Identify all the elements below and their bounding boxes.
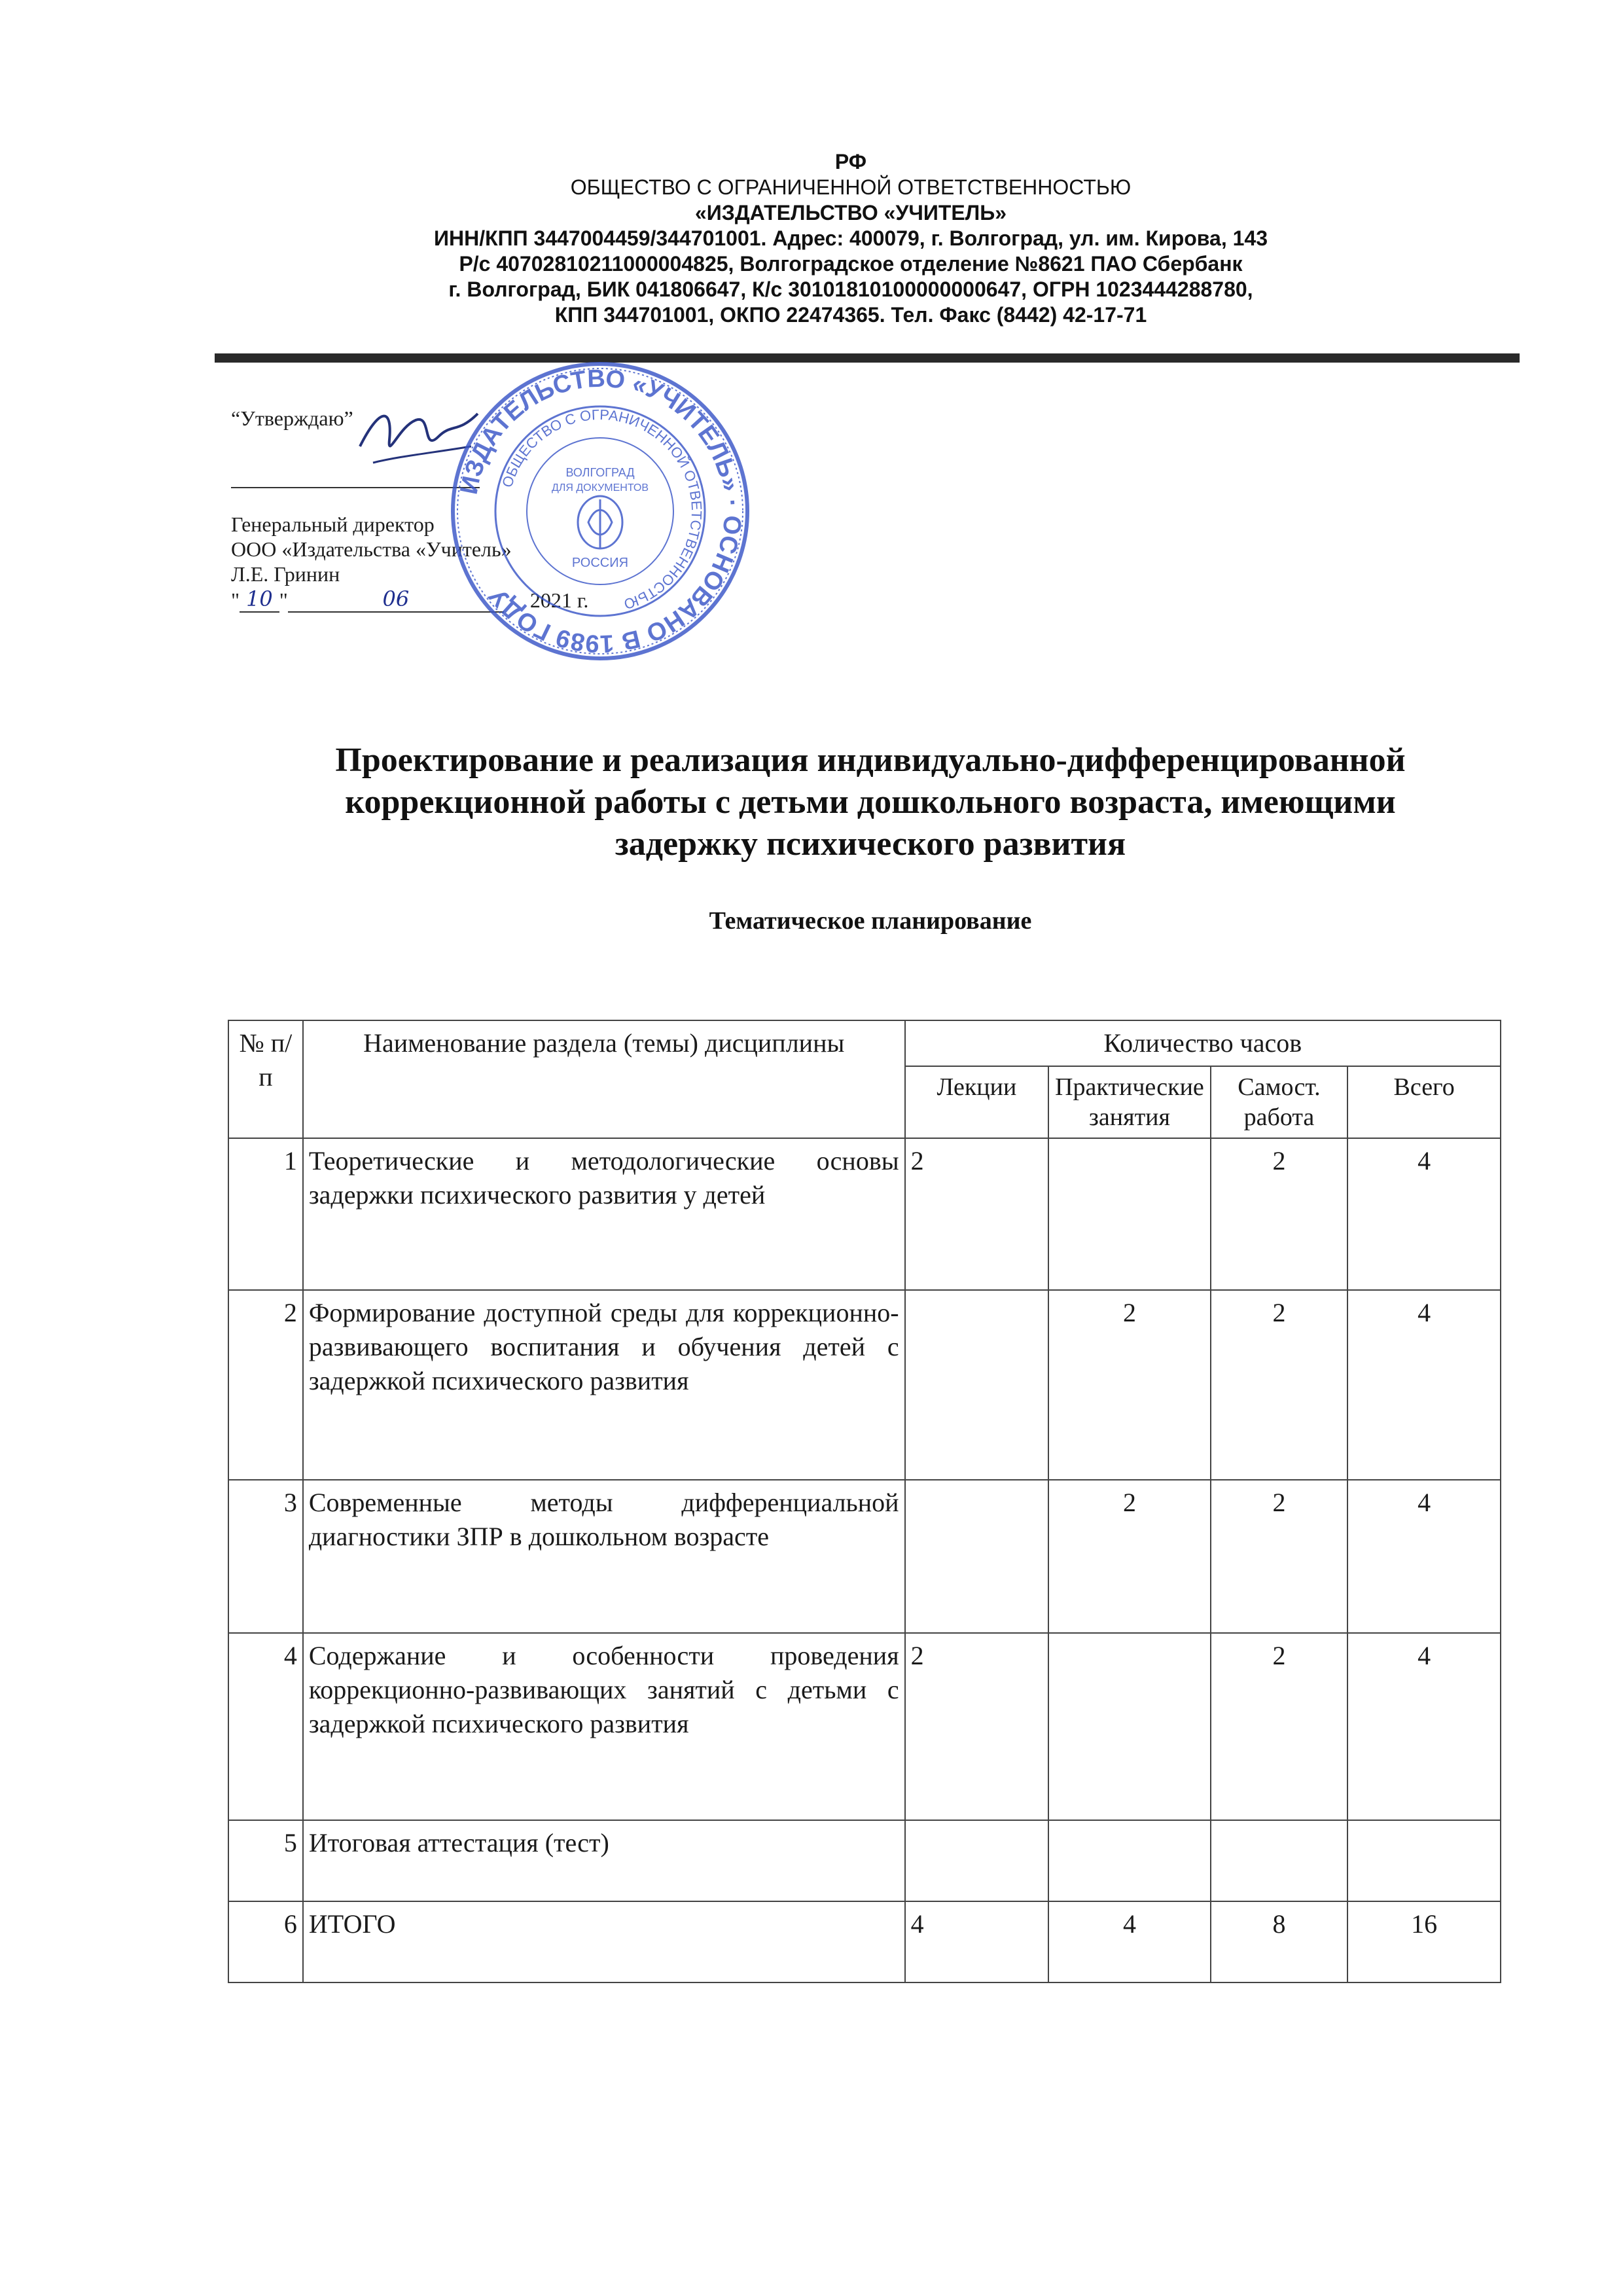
row-practice — [1048, 1138, 1210, 1290]
row-practice: 2 — [1048, 1290, 1210, 1480]
row-num: 3 — [228, 1480, 303, 1633]
letterhead — [209, 149, 1492, 328]
header-name: Наименование раздела (темы) дисциплины — [303, 1020, 905, 1138]
row-self-study — [1211, 1820, 1348, 1901]
row-total: 4 — [1347, 1480, 1501, 1633]
approval-date-day: 10 — [246, 586, 273, 611]
row-lectures: 2 — [905, 1138, 1049, 1290]
seal-inner-text: ОБЩЕСТВО С ОГРАНИЧЕННОЙ ОТВЕТСТВЕННОСТЬЮ — [499, 406, 705, 613]
row-name: Итоговая аттестация (тест) — [303, 1820, 905, 1901]
row-name: Формирование доступной среды для коррекционно-развивающего воспитания и обучения детей с задержкой психического развития — [303, 1290, 905, 1480]
letterhead-divider — [215, 353, 1520, 363]
row-num: 2 — [228, 1290, 303, 1480]
header-num: № п/п — [228, 1020, 303, 1138]
title-line-3: задержку психического развития — [615, 825, 1126, 863]
row-name: Теоретические и методологические основы задержки психического развития у детей — [303, 1138, 905, 1290]
table-row — [228, 1820, 1501, 1901]
row-practice: 2 — [1048, 1480, 1210, 1633]
approval-position: Генеральный директор — [231, 512, 435, 536]
table-row — [228, 1901, 1501, 1982]
approval-director: Л.Е. Гринин — [231, 562, 340, 586]
row-total: 16 — [1347, 1901, 1501, 1982]
letterhead-line-4: КПП 344701001, ОКПО 22474365. Тел. Факс (8442) 42-17-71 — [554, 303, 1147, 327]
row-self-study: 2 — [1211, 1633, 1348, 1820]
document-title — [249, 740, 1492, 865]
seal-center-mid: ДЛЯ ДОКУМЕНТОВ — [551, 482, 649, 493]
row-num: 4 — [228, 1633, 303, 1820]
approval-company: ООО «Издательства «Учитель» — [231, 537, 512, 561]
row-name: Содержание и особенности проведения коррекционно-развивающих занятий с детьми с задержкой психического развития — [303, 1633, 905, 1820]
letterhead-country: РФ — [834, 150, 867, 173]
row-total: 4 — [1347, 1138, 1501, 1290]
title-line-1: Проектирование и реализация индивидуально-дифференцированной — [335, 742, 1406, 779]
seal-center-top: ВОЛГОГРАД — [565, 466, 635, 479]
letterhead-line-2: Р/с 40702810211000004825, Волгоградское отделение №8621 ПАО Сбербанк — [459, 252, 1243, 276]
row-lectures — [905, 1820, 1049, 1901]
row-practice — [1048, 1633, 1210, 1820]
row-self-study: 2 — [1211, 1138, 1348, 1290]
row-self-study: 8 — [1211, 1901, 1348, 1982]
row-total: 4 — [1347, 1633, 1501, 1820]
table-row — [228, 1290, 1501, 1480]
approval-label: “Утверждаю” — [231, 406, 353, 430]
approval-date-month: 06 — [382, 586, 410, 611]
letterhead-org-type: ОБЩЕСТВО С ОГРАНИЧЕННОЙ ОТВЕТСТВЕННОСТЬЮ — [570, 175, 1132, 199]
table-row — [228, 1480, 1501, 1633]
row-name: ИТОГО — [303, 1901, 905, 1982]
row-practice — [1048, 1820, 1210, 1901]
row-lectures: 4 — [905, 1901, 1049, 1982]
header-self-study: Самост. работа — [1211, 1066, 1348, 1138]
row-lectures — [905, 1480, 1049, 1633]
row-self-study: 2 — [1211, 1290, 1348, 1480]
header-practice: Практические занятия — [1048, 1066, 1210, 1138]
table-row — [228, 1138, 1501, 1290]
approval-date-year: 2021 г. — [529, 588, 589, 612]
table-row — [228, 1633, 1501, 1820]
row-total: 4 — [1347, 1290, 1501, 1480]
seal-emblem-icon — [578, 496, 622, 548]
row-num: 6 — [228, 1901, 303, 1982]
letterhead-line-3: г. Волгоград, БИК 041806647, К/с 30101810100000000647, ОГРН 1023444288780, — [448, 278, 1253, 301]
seal-center-bottom: РОССИЯ — [571, 556, 629, 570]
row-total — [1347, 1820, 1501, 1901]
letterhead-line-1: ИНН/КПП 3447004459/344701001. Адрес: 400079, г. Волгоград, ул. им. Кирова, 143 — [433, 226, 1268, 250]
thematic-plan-table — [228, 1020, 1501, 1983]
row-num: 5 — [228, 1820, 303, 1901]
row-lectures — [905, 1290, 1049, 1480]
document-subtitle: Тематическое планирование — [709, 907, 1032, 935]
row-name: Современные методы дифференциальной диагностики ЗПР в дошкольном возрасте — [303, 1480, 905, 1633]
seal-outer-text: ИЗДАТЕЛЬСТВО «УЧИТЕЛЬ» · ОСНОВАНО В 1989 ГОДУ — [455, 365, 747, 658]
title-line-2: коррекционной работы с детьми дошкольного возраста, имеющими — [345, 783, 1396, 821]
row-num: 1 — [228, 1138, 303, 1290]
approval-date: " 10 " 06 2021 г. — [231, 586, 589, 612]
letterhead-org-name: «ИЗДАТЕЛЬСТВО «УЧИТЕЛЬ» — [695, 201, 1007, 224]
row-self-study: 2 — [1211, 1480, 1348, 1633]
row-lectures: 2 — [905, 1633, 1049, 1820]
header-lectures: Лекции — [905, 1066, 1049, 1138]
header-hours: Количество часов — [905, 1020, 1501, 1066]
row-practice: 4 — [1048, 1901, 1210, 1982]
header-total: Всего — [1347, 1066, 1501, 1138]
company-seal — [448, 359, 753, 664]
